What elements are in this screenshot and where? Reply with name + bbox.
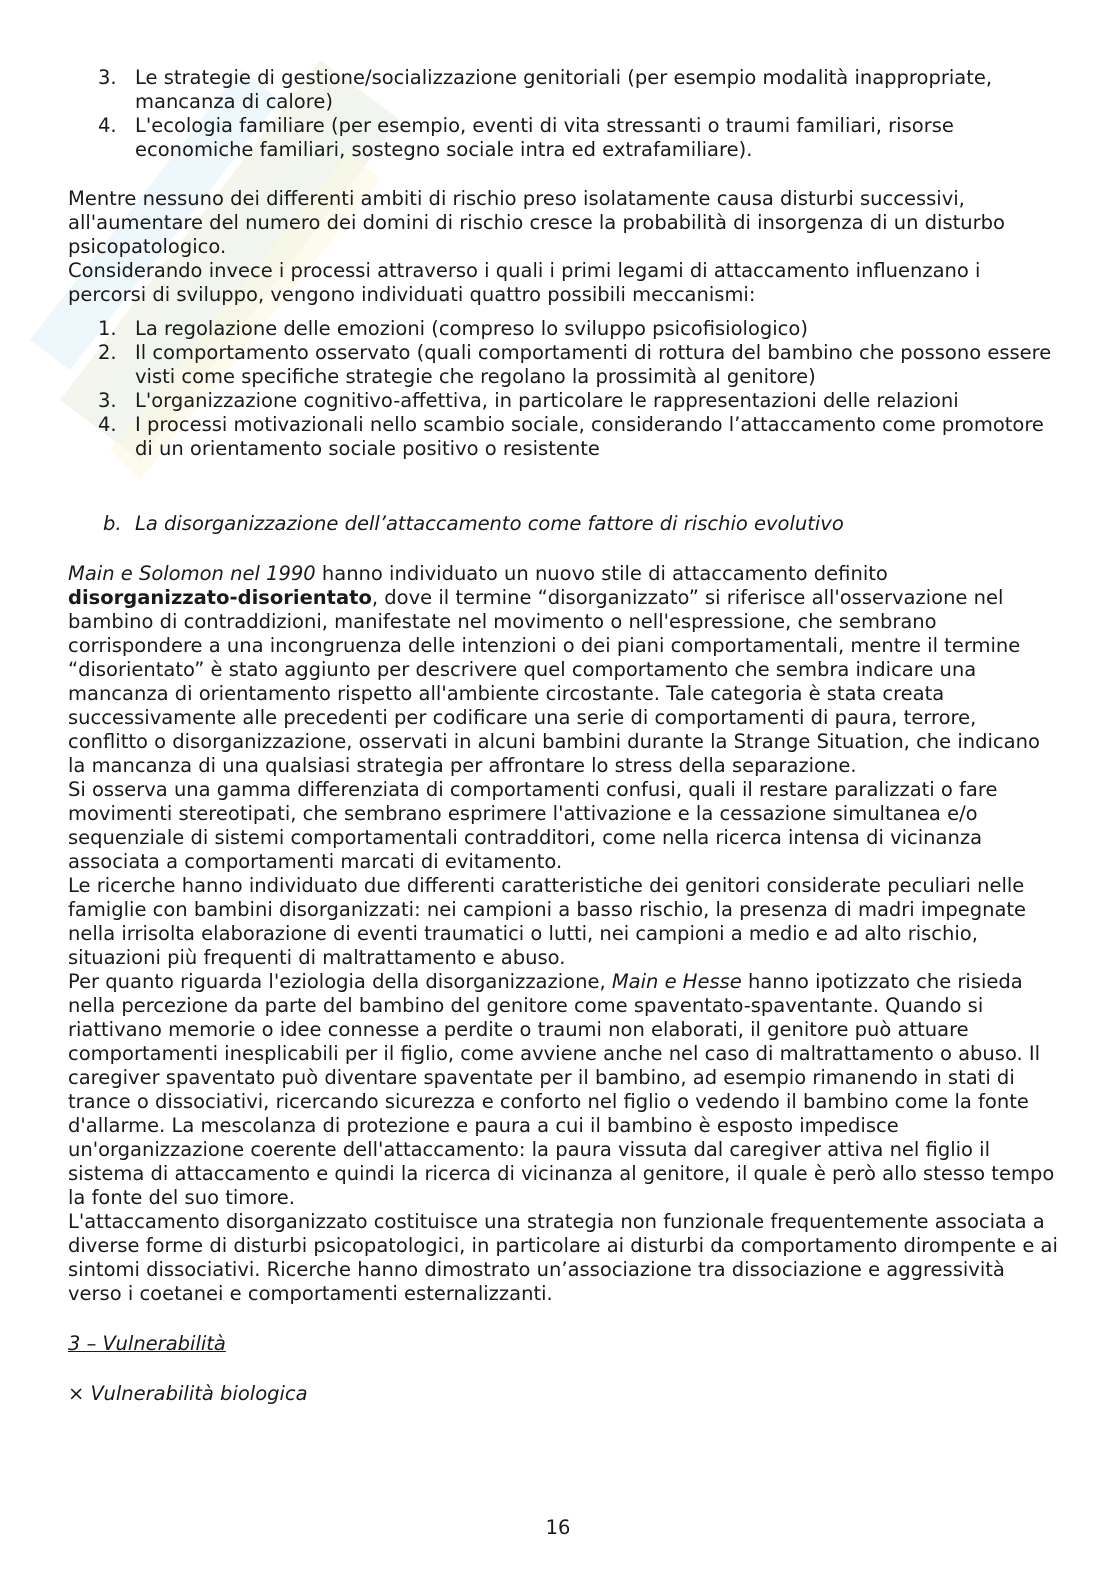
section-heading-b: b. La disorganizzazione dell’attaccamento come fattore di rischio evolutivo <box>103 512 844 535</box>
list-item: 3. L'organizzazione cognitivo-affettiva, in particolare le rappresentazioni delle relazioni <box>98 389 959 412</box>
section-heading-3: 3 – Vulnerabilità <box>68 1332 226 1355</box>
subsection-heading: ⨯ Vulnerabilità biologica <box>68 1382 308 1405</box>
paragraph-risk: Mentre nessuno dei differenti ambiti di rischio preso isolatamente causa disturbi successivi, all'aumentare del numero dei domini di rischio cresce la probabilità di insorgenza di un disturbo psicopatologico. <box>68 187 1005 258</box>
page-number: 16 <box>545 1516 571 1539</box>
list-item: 4. I processi motivazionali nello scambio sociale, considerando l’attaccamento come promotore di un orientamento sociale positivo o resistente <box>98 413 1044 460</box>
list-top <box>68 66 1058 162</box>
paragraph-research: Le ricerche hanno individuato due differenti caratteristiche dei genitori considerate peculiari nelle famiglie con bambini disorganizzati: nei campioni a basso rischio, la presenza di madri impegnate nella irrisolta elaborazione di eventi traumatici o lutti, nei campioni a medio e ad alto rischio, situazioni più frequenti di maltrattamento e abuso. <box>68 874 1027 969</box>
paragraph-consequences: L'attaccamento disorganizzato costituisce una strategia non funzionale frequentemente associata a diverse forme di disturbi psicopatologici, in particolare ai disturbi da comportamento dirompente e ai sintomi dissociativi. Ricerche hanno dimostrato un’associazione tra dissociazione e aggressività verso i coetanei e comportamenti esternalizzanti. <box>68 1210 1058 1305</box>
paragraph-etiology: Per quanto riguarda l'eziologia della disorganizzazione, Main e Hesse hanno ipotizzato che risieda nella percezione da parte del bambino del genitore come spaventato-spaventante. Quando si riattivano memorie o idee connesse a perdite o traumi non elaborati, il genitore può attuare comportamenti inesplicabili per il figlio, come avviene anche nel caso di maltrattamento o abuso. Il caregiver spaventato può diventare spaventate per il bambino, ad esempio rimanendo in stati di trance o dissociativi, ricercando sicurezza e conforto nel figlio o vedendo il bambino come la fonte d'allarme. La mescolanza di protezione e paura a cui il bambino è esposto impedisce un'organizzazione coerente dell'attaccamento: la paura vissuta dal caregiver attiva nel figlio il sistema di attaccamento e quindi la ricerca di vicinanza al genitore, il quale è però allo stesso tempo la fonte del suo timore. <box>68 970 1055 1209</box>
list-mechanisms <box>68 317 1058 461</box>
list-item: 4. L'ecologia familiare (per esempio, eventi di vita stressanti o traumi familiari, risorse economiche familiari, sostegno sociale intra ed extrafamiliare). <box>98 114 954 161</box>
paragraph-mechanisms-intro: Considerando invece i processi attraverso i quali i primi legami di attaccamento influenzano i percorsi di sviluppo, vengono individuati quattro possibili meccanismi: <box>68 259 981 306</box>
list-item: 3. Le strategie di gestione/socializzazione genitoriali (per esempio modalità inappropriate, mancanza di calore) <box>98 66 993 113</box>
list-item: 1. La regolazione delle emozioni (compreso lo sviluppo psicofisiologico) <box>98 317 808 340</box>
paragraph-behaviours: Si osserva una gamma differenziata di comportamenti confusi, quali il restare paralizzati o fare movimenti stereotipati, che sembrano esprimere l'attivazione e la cessazione simultanea e/o sequenziale di sistemi comportamentali contradditori, come nella ricerca intensa di vicinanza associata a comportamenti marcati di evitamento. <box>68 778 998 873</box>
list-item: 2. Il comportamento osservato (quali comportamenti di rottura del bambino che possono essere visti come specifiche strategie che regolano la prossimità al genitore) <box>98 341 1052 388</box>
paragraph-disorganization: Main e Solomon nel 1990 hanno individuato un nuovo stile di attaccamento definito disorganizzato-disorientato, dove il termine “disorganizzato” si riferisce all'osservazione nel bambino di contraddizioni, manifestate nel movimento o nell'espressione, che sembrano corrispondere a una incongruenza delle intenzioni o dei piani comportamentali, mentre il termine “disorientato” è stato aggiunto per descrivere quel comportamento che sembra indicare una mancanza di orientamento rispetto all'ambiente circostante. Tale categoria è stata creata successivamente alle precedenti per codificare una serie di comportamenti di paura, terrore, conflitto o disorganizzazione, osservati in alcuni bambini durante la Strange Situation, che indicano la mancanza di una qualsiasi strategia per affrontare lo stress della separazione. <box>68 562 1040 777</box>
